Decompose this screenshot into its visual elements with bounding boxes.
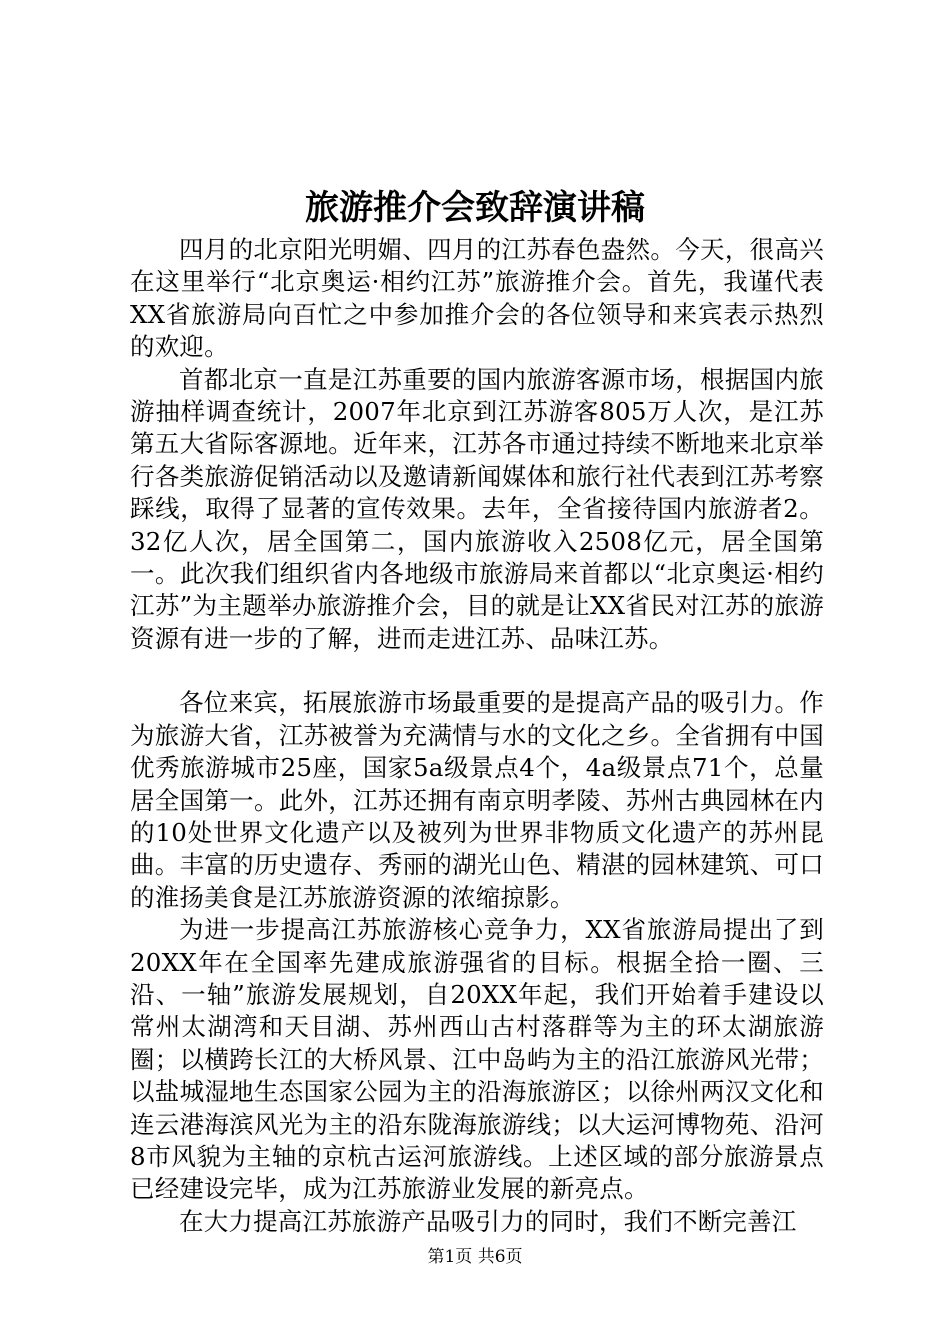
paragraph-5: 在大力提高江苏旅游产品吸引力的同时，我们不断完善江 <box>179 1206 797 1236</box>
body-text <box>130 234 824 1238</box>
paragraph-2: 首都北京一直是江苏重要的国内旅游客源市场，根据国内旅游抽样调查统计，2007年北京到江苏游客805万人次，是江苏第五大省际客源地。近年来，江苏各市通过持续不断地来北京举行各类旅游促销活动以及邀请新闻媒体和旅行社代表到江苏考察踩线，取得了显著的宣传效果。去年，全省接待国内旅游者2。32亿人次，居全国第二，国内旅游收入2508亿元，居全国第一。此次我们组织省内各地级市旅游局来首都以“北京奥运·相约江苏”为主题举办旅游推介会，目的就是让XX省民对江苏的旅游资源有进一步的了解，进而走进江苏、品味江苏。 <box>130 364 824 653</box>
paragraph-1: 四月的北京阳光明媚、四月的江苏春色盎然。今天，很高兴在这里举行“北京奥运·相约江苏”旅游推介会。首先，我谨代表XX省旅游局向百忙之中参加推介会的各位领导和来宾表示热烈的欢迎。 <box>130 235 824 362</box>
paragraph-4: 为进一步提高江苏旅游核心竞争力，XX省旅游局提出了到20XX年在全国率先建成旅游强省的目标。根据全拾一圈、三沿、一轴”旅游发展规划，自20XX年起，我们开始着手建设以常州太湖湾和天目湖、苏州西山古村落群等为主的环太湖旅游圈；以横跨长江的大桥风景、江中岛屿为主的沿江旅游风光带；以盐城湿地生态国家公园为主的沿海旅游区；以徐州两汉文化和连云港海滨风光为主的沿东陇海旅游线；以大运河博物苑、沿河8市风貌为主轴的京杭古运河旅游线。上述区域的部分旅游景点已经建设完毕，成为江苏旅游业发展的新亮点。 <box>130 915 824 1204</box>
page-footer: 第1页 共6页 <box>427 1247 523 1267</box>
paragraph-3: 各位来宾，拓展旅游市场最重要的是提高产品的吸引力。作为旅游大省，江苏被誉为充满情与水的文化之乡。全省拥有中国优秀旅游城市25座，国家5a级景点4个，4a级景点71个，总量居全国第一。此外，江苏还拥有南京明孝陵、苏州古典园林在内的10处世界文化遗产以及被列为世界非物质文化遗产的苏州昆曲。丰富的历史遗存、秀丽的湖光山色、精湛的园林建筑、可口的淮扬美食是江苏旅游资源的浓缩掠影。 <box>130 688 824 912</box>
page-title: 旅游推介会致辞演讲稿 <box>305 188 645 228</box>
